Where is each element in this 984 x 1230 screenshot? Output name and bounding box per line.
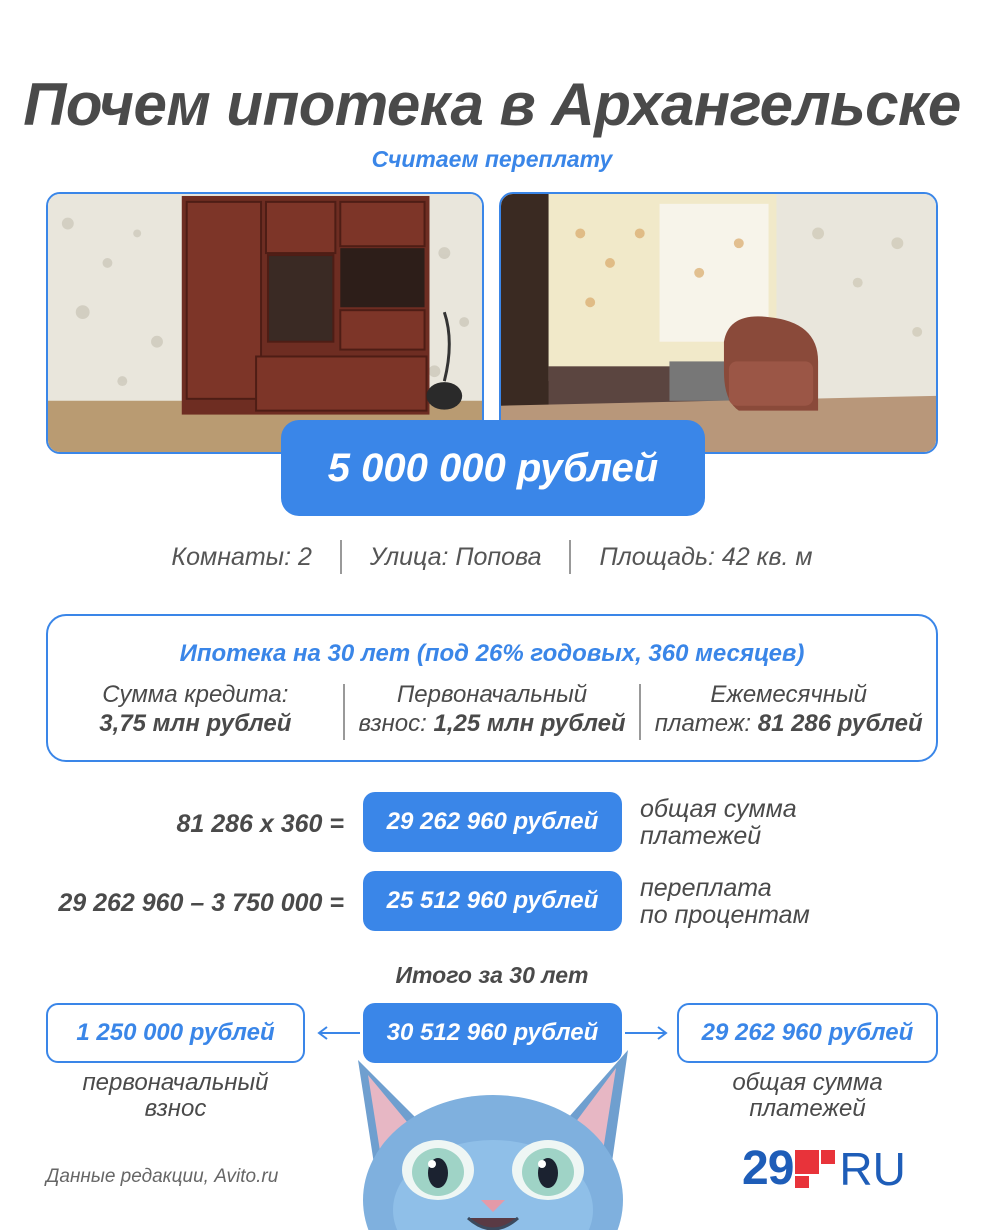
- calc-result: 25 512 960 рублей: [363, 871, 622, 931]
- loan-amount: [48, 680, 343, 740]
- divider: [569, 540, 571, 574]
- caption-line: платежей: [749, 1095, 866, 1122]
- calc-note-line: переплата: [640, 874, 772, 902]
- calc-formula: 81 286 x 360 =: [176, 810, 344, 838]
- loan-value: 3,75 млн рублей: [99, 710, 292, 737]
- down-payment-total: 1 250 000 рублей: [46, 1003, 305, 1063]
- page-subtitle: Считаем переплату: [371, 146, 613, 172]
- down-label-2: взнос:: [358, 710, 427, 737]
- calc-note: [640, 796, 797, 850]
- calc-note-line: по процентам: [640, 901, 810, 929]
- monthly-value: 81 286 рублей: [757, 710, 923, 737]
- down-label-1: Первоначальный: [396, 681, 588, 708]
- logo-suffix: RU: [839, 1142, 906, 1195]
- monthly-payment: [641, 680, 936, 740]
- cat-illustration: [338, 1040, 648, 1230]
- calc-formula: 29 262 960 – 3 750 000 =: [58, 889, 344, 917]
- caption-line: общая сумма: [732, 1069, 883, 1096]
- street-info: Улица: Попова: [369, 542, 542, 571]
- monthly-label-1: Ежемесячный: [710, 681, 867, 708]
- calc-note-line: общая сумма: [640, 795, 797, 823]
- caption-line: взнос: [144, 1095, 207, 1122]
- apartment-photo-left: [46, 192, 484, 454]
- logo-mark-icon: [795, 1150, 835, 1188]
- monthly-label-2: платеж:: [654, 710, 752, 737]
- area-info: Площадь: 42 кв. м: [599, 542, 813, 571]
- mortgage-title: Ипотека на 30 лет (под 26% годовых, 360 месяцев): [179, 640, 805, 667]
- payments-total: 29 262 960 рублей: [677, 1003, 938, 1063]
- listing-facts: [0, 540, 984, 574]
- divider: [340, 540, 342, 574]
- down-payment: [345, 680, 640, 740]
- calc-note: [640, 875, 810, 929]
- logo-number: 29: [742, 1142, 794, 1195]
- caption-line: первоначальный: [82, 1069, 269, 1096]
- down-payment-caption: [46, 1070, 305, 1122]
- calc-note-line: платежей: [640, 822, 762, 850]
- total-label: Итого за 30 лет: [395, 962, 589, 988]
- total-sum: 30 512 960 рублей: [363, 1003, 622, 1063]
- source-note: Данные редакции, Avito.ru: [46, 1166, 279, 1187]
- apartment-photo-right: [499, 192, 938, 454]
- loan-label: Сумма кредита:: [102, 681, 289, 708]
- price-badge: 5 000 000 рублей: [281, 420, 705, 516]
- page-title: Почем ипотека в Архангельске: [23, 71, 961, 138]
- site-logo: [742, 1141, 906, 1196]
- mortgage-box: [46, 614, 938, 762]
- down-value: 1,25 млн рублей: [433, 710, 626, 737]
- payments-caption: [677, 1070, 938, 1122]
- calc-result: 29 262 960 рублей: [363, 792, 622, 852]
- rooms-info: Комнаты: 2: [171, 542, 312, 571]
